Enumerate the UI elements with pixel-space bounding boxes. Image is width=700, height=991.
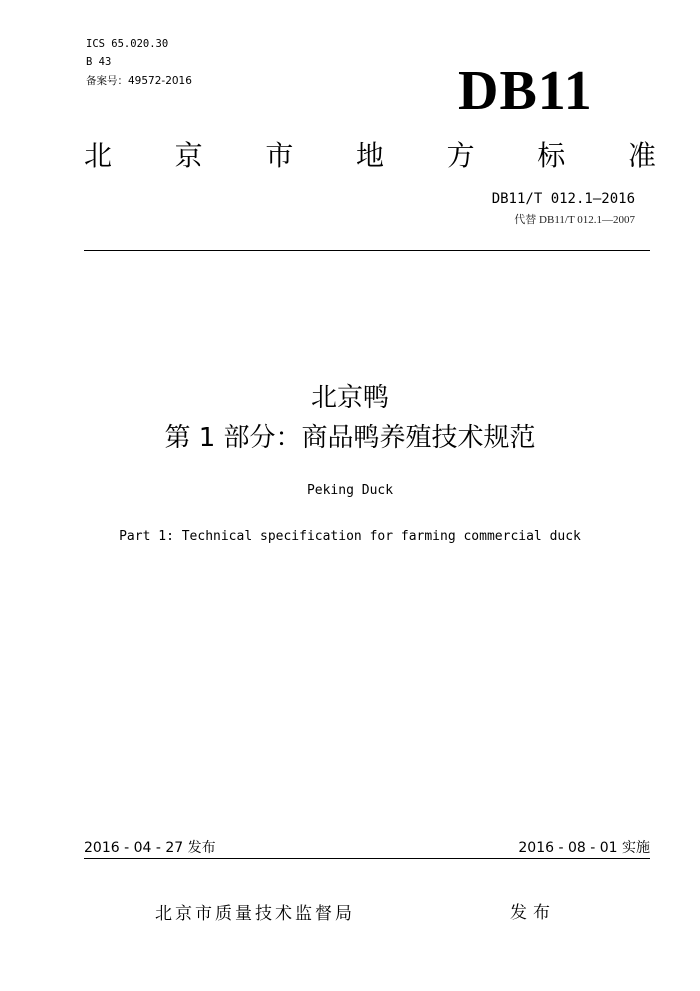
publish-label: 发布 (510, 903, 556, 923)
ics-code: ICS 65.020.30 (86, 38, 169, 50)
standard-type-char: 标 (537, 139, 566, 172)
standard-type-char: 地 (355, 139, 384, 172)
standard-type-char: 准 (627, 139, 656, 172)
standard-type-title (84, 136, 656, 176)
english-subtitle: Part 1: Technical specification for farming commercial duck (119, 529, 581, 544)
standard-type-char: 京 (174, 139, 203, 172)
english-title: Peking Duck (306, 483, 394, 498)
bottom-divider (84, 858, 650, 859)
db11-logo: DB11 (458, 60, 593, 122)
replaces-standard: 代替 DB11/T 012.1—2007 (514, 214, 635, 226)
document-subtitle: 第 1 部分：商品鸭养殖技术规范 (164, 423, 536, 453)
issuing-authority: 北京市质量技术监督局 (155, 904, 355, 924)
standard-number: DB11/T 012.1—2016 (491, 191, 635, 207)
implementation-date: 2016 - 08 - 01 实施 (518, 840, 650, 856)
standard-type-char: 北 (84, 139, 113, 172)
standard-type-char: 市 (265, 139, 294, 172)
record-number: 备案号：49572-2016 (86, 75, 192, 87)
standard-type-char: 方 (446, 139, 475, 172)
issue-date: 2016 - 04 - 27 发布 (84, 840, 216, 856)
top-divider (84, 250, 650, 251)
document-title: 北京鸭 (310, 383, 389, 413)
classification-code: B 43 (86, 56, 112, 68)
